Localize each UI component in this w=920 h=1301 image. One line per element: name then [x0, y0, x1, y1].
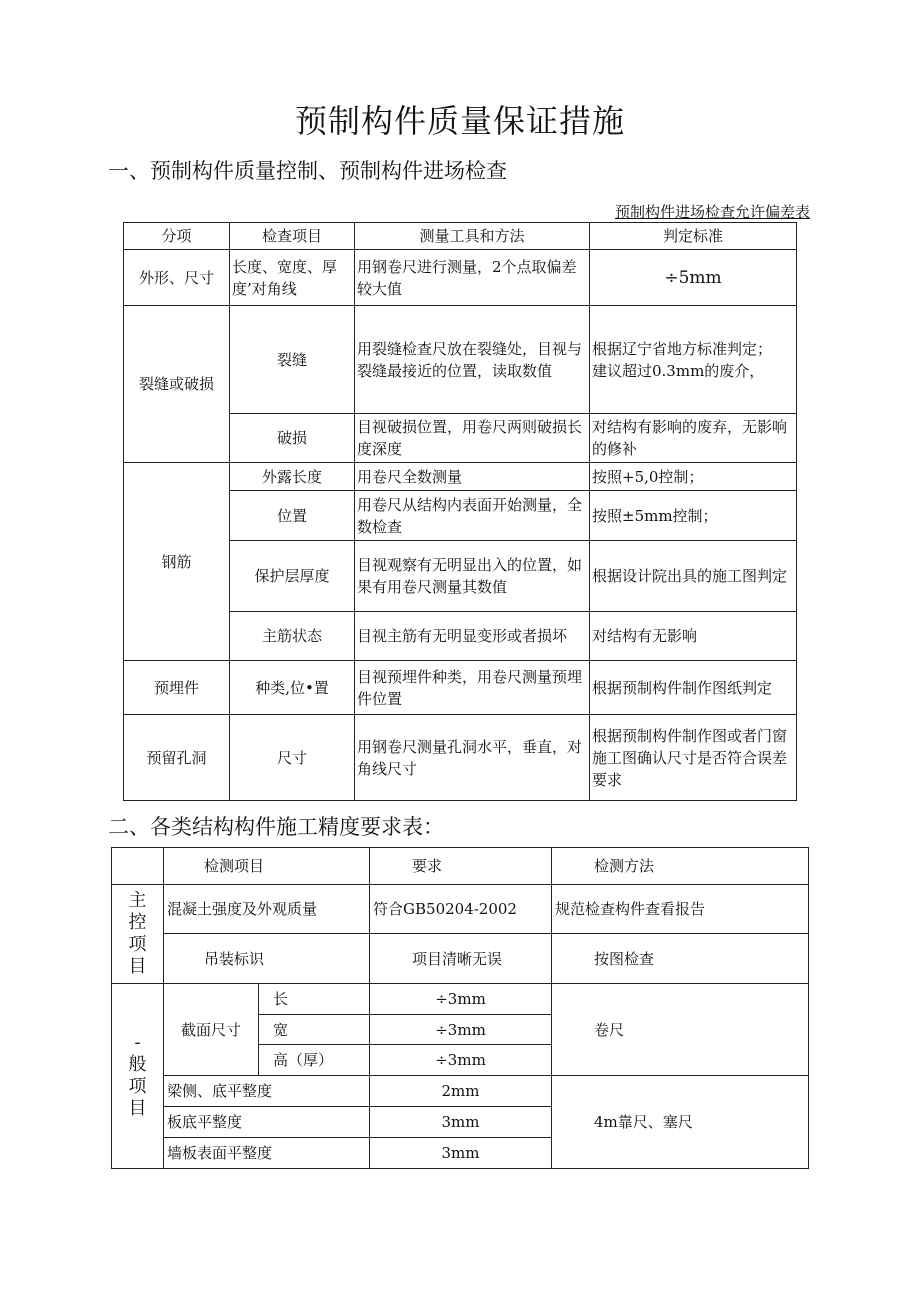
requirement-cell: ÷3mm [370, 1045, 552, 1076]
standard-cell: 根据设计院出具的施工图判定 [590, 541, 797, 612]
dim-cell: 长 [259, 984, 370, 1015]
dim-cell: 宽 [259, 1015, 370, 1045]
table-row [124, 715, 797, 801]
standard-cell: 对结构有影响的废弃，无影响的修补 [590, 414, 797, 463]
table-row [124, 250, 797, 306]
section-size-cell: 截面尺寸 [164, 984, 259, 1076]
group-char: 控 [128, 912, 147, 933]
item-cell: 长度、宽度、厚度’对角线 [230, 250, 355, 306]
method-cell: 目视破损位置，用卷尺两则破损长度深度 [355, 414, 590, 463]
item-cell: 裂缝 [230, 306, 355, 414]
page-title: 预制构件质量保证措施 [294, 102, 625, 140]
group-char: 项 [128, 934, 147, 955]
table-row [124, 661, 797, 715]
method-cell: 用钢卷尺进行测量，2个点取偏差较大值 [355, 250, 590, 306]
standard-line: 建议超过0.3mm的废介， [592, 361, 765, 380]
group-char: 目 [128, 956, 147, 977]
item-cell: 尺寸 [230, 715, 355, 801]
item-cell: 外露长度 [230, 463, 355, 491]
general-group-label [112, 984, 164, 1169]
requirement-cell: 项目清晰无误 [370, 934, 552, 984]
table-row [124, 463, 797, 491]
method-cell: 用裂缝检查尺放在裂缝处，目视与裂缝最接近的位置，读取数值 [355, 306, 590, 414]
category-cell: 裂缝或破损 [124, 306, 230, 463]
method-cell: 规范检查构件查看报告 [552, 885, 809, 934]
table-row [112, 885, 809, 934]
requirement-cell: 2mm [370, 1076, 552, 1107]
category-cell: 预埋件 [124, 661, 230, 715]
requirement-cell: 3mm [370, 1138, 552, 1169]
group-char: 目 [128, 1098, 147, 1119]
header-requirement: 要求 [370, 848, 552, 885]
method-cell: 目视主筋有无明显变形或者损坏 [355, 612, 590, 661]
header-item: 检测项目 [164, 848, 370, 885]
item-cell: 墙板表面平整度 [164, 1138, 370, 1169]
standard-cell: 按照±5mm控制； [590, 491, 797, 541]
standard-cell: 对结构有无影响 [590, 612, 797, 661]
header-method: 测量工具和方法 [355, 223, 590, 250]
item-cell: 主筋状态 [230, 612, 355, 661]
precision-table [111, 847, 809, 1169]
method-cell: 用钢卷尺测量孔洞水平，垂直，对角线尺寸 [355, 715, 590, 801]
section-heading-1: 一、预制构件质量控制、预制构件进场检查 [108, 159, 507, 183]
requirement-cell: ÷3mm [370, 1015, 552, 1045]
item-cell: 梁侧、底平整度 [164, 1076, 370, 1107]
empty-corner-cell [112, 848, 164, 885]
section-heading-2: 二、各类结构构件施工精度要求表： [108, 815, 444, 839]
group-char: 项 [128, 1076, 147, 1097]
method-cell: 按图检查 [552, 934, 809, 984]
table1-caption: 预制构件进场检查允许偏差表 [614, 203, 810, 221]
group-char: 主 [128, 890, 147, 911]
method-cell: 目视观察有无明显出入的位置，如果有用卷尺测量其数值 [355, 541, 590, 612]
table-row [112, 1076, 809, 1107]
item-cell: 板底平整度 [164, 1107, 370, 1138]
item-cell: 吊装标识 [164, 934, 370, 984]
requirement-cell: ÷3mm [370, 984, 552, 1015]
method-cell: 4m靠尺、塞尺 [552, 1076, 809, 1169]
method-cell: 用卷尺全数测量 [355, 463, 590, 491]
dim-cell: 高（厚） [259, 1045, 370, 1076]
standard-cell: 按照+5,0控制； [590, 463, 797, 491]
table-row [112, 934, 809, 984]
item-cell: 保护层厚度 [230, 541, 355, 612]
group-char: - [134, 1032, 141, 1053]
inspection-table [123, 222, 797, 801]
main-control-group-label [112, 885, 164, 984]
table-row [112, 984, 809, 1015]
group-char: 般 [128, 1054, 147, 1075]
table-row [124, 306, 797, 414]
standard-cell: ÷5mm [590, 250, 797, 306]
requirement-cell: 3mm [370, 1107, 552, 1138]
standard-line: 根据辽宁省地方标准判定； [592, 339, 773, 358]
table-header-row [112, 848, 809, 885]
method-cell: 卷尺 [552, 984, 809, 1076]
requirement-cell: 符合GB50204-2002 [370, 885, 552, 934]
table-header-row [124, 223, 797, 250]
item-cell: 混凝土强度及外观质量 [164, 885, 370, 934]
method-cell: 用卷尺从结构内表面开始测量，全数检查 [355, 491, 590, 541]
header-category: 分项 [124, 223, 230, 250]
standard-cell: 根据预制构件制作图纸判定 [590, 661, 797, 715]
item-cell: 破损 [230, 414, 355, 463]
standard-cell: 根据预制构件制作图或者门窗施工图确认尺寸是否符合误差要求 [590, 715, 797, 801]
method-cell: 目视预埋件种类，用卷尺测量预埋件位置 [355, 661, 590, 715]
header-standard: 判定标准 [590, 223, 797, 250]
header-method: 检测方法 [552, 848, 809, 885]
category-cell: 预留孔洞 [124, 715, 230, 801]
category-cell: 钢筋 [124, 463, 230, 661]
header-item: 检查项目 [230, 223, 355, 250]
item-cell: 种类,位•置 [230, 661, 355, 715]
item-cell: 位置 [230, 491, 355, 541]
standard-cell [590, 306, 797, 414]
category-cell: 外形、尺寸 [124, 250, 230, 306]
